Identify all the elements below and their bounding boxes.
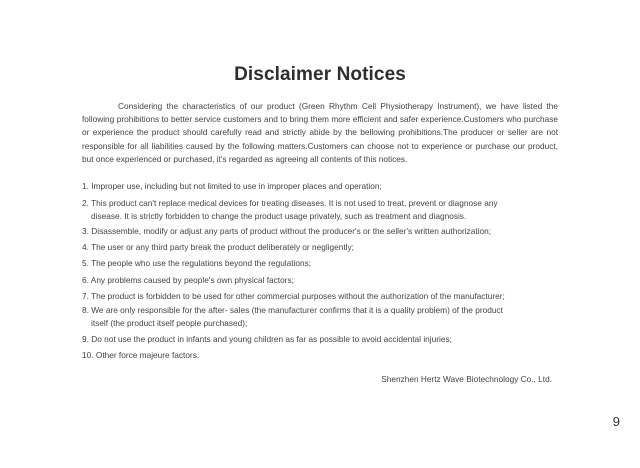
list-item bbox=[82, 274, 562, 287]
list-item bbox=[82, 333, 562, 346]
list-item bbox=[82, 257, 562, 270]
list-item bbox=[82, 225, 562, 238]
item-number: 2. bbox=[82, 198, 89, 208]
list-item bbox=[82, 304, 562, 330]
item-number: 5. bbox=[82, 258, 89, 268]
company-signature: Shenzhen Hertz Wave Biotechnology Co., Ltd. bbox=[381, 374, 552, 384]
intro-text: Considering the characteristics of our product (Green Rhythm Cell Physiotherapy Instrument), we have listed the following prohibitions to better service customers and to bring them more efficient and safer experience.Customers who purchase or experience the product should carefully read and strictly abide by the bellowing prohibitions.The producer or seller are not responsible for all liabilities caused by the following matters.Customers can choose not to experience or purchase our product, but once experienced or purchased, it's regarded as agreeing all contents of this notices. bbox=[82, 101, 558, 164]
item-number: 6. bbox=[82, 275, 89, 285]
page-title: Disclaimer Notices bbox=[234, 64, 406, 85]
page-number: 9 bbox=[612, 414, 620, 429]
item-text: Disassemble, modify or adjust any parts of product without the producer's or the seller's written authorization; bbox=[91, 226, 492, 236]
list-item bbox=[82, 197, 562, 223]
item-number: 9. bbox=[82, 334, 89, 344]
item-text-continued: itself (the product itself people purchased); bbox=[91, 318, 248, 328]
item-number: 7. bbox=[82, 291, 89, 301]
item-text: Do not use the product in infants and young children as far as possible to avoid accidental injuries; bbox=[91, 334, 452, 344]
intro-paragraph bbox=[82, 100, 558, 166]
item-number: 10. bbox=[82, 350, 94, 360]
list-item bbox=[82, 180, 562, 193]
list-item bbox=[82, 349, 562, 362]
list-item bbox=[82, 241, 562, 254]
item-number: 1. bbox=[82, 181, 89, 191]
item-text: We are only responsible for the after- sales (the manufacturer confirms that it is a quality problem) of the product bbox=[91, 305, 503, 315]
item-text: The product is forbidden to be used for other commercial purposes without the authorization of the manufacturer; bbox=[91, 291, 505, 301]
item-number: 3. bbox=[82, 226, 89, 236]
item-number: 8. bbox=[82, 305, 89, 315]
item-text: Any problems caused by people's own physical factors; bbox=[90, 275, 294, 285]
item-number: 4. bbox=[82, 242, 89, 252]
item-text: The people who use the regulations beyond the regulations; bbox=[91, 258, 312, 268]
list-item bbox=[82, 290, 562, 303]
item-text: The user or any third party break the product deliberately or negligently; bbox=[91, 242, 354, 252]
item-text: This product can't replace medical devices for treating diseases. It is not used to treat, prevent or diagnose any bbox=[91, 198, 498, 208]
item-text: Improper use, including but not limited to use in improper places and operation; bbox=[91, 181, 382, 191]
item-text: Other force majeure factors. bbox=[95, 350, 200, 360]
item-text-continued: disease. It is strictly forbidden to change the product usage privately, such as treatment and diagnosis. bbox=[91, 211, 467, 221]
